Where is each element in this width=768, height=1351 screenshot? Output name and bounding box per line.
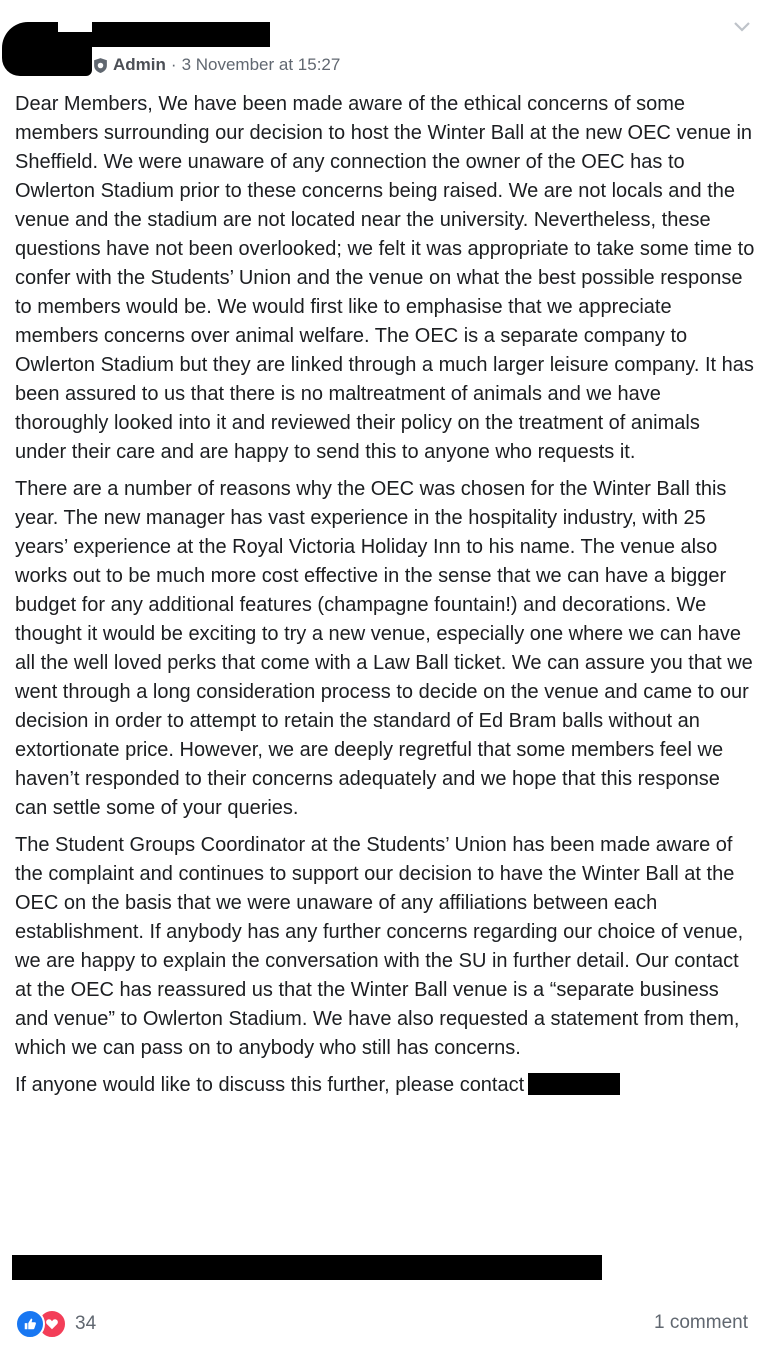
post-meta [92, 53, 340, 77]
post-timestamp[interactable]: 3 November at 15:27 [181, 55, 341, 74]
contact-sentence: If anyone would like to discuss this further, please contact [15, 1074, 525, 1096]
like-icon [15, 1309, 45, 1339]
reactions-summary[interactable] [15, 1309, 96, 1339]
post-paragraph-3: The Student Groups Coordinator at the Students’ Union has been made aware of the complaint and continues to support our decision to have the Winter Ball at the OEC on the basis that we were unaware of any affiliations between each establishment. If anybody has any further concerns regarding our choice of venue, we are happy to explain the conversation with the SU in further detail. Our contact at the OEC has reassured us that the Winter Ball venue is a “separate business and venue” to Owlerton Stadium. We have also requested a statement from them, which we can pass on to anybody who still has concerns. [15, 834, 744, 1059]
post-paragraph-2: There are a number of reasons why the OEC was chosen for the Winter Ball this year. The new manager has vast experience in the hospitality industry, with 25 years’ experience at the Royal Victoria Holiday Inn to his name. The venue also works out to be much more cost effective in the sense that we can have a bigger budget for any additional features (champagne fountain!) and decorations. We thought it would be exciting to try a new venue, especially one where we can have all the well loved perks that come with a Law Ball ticket. We can assure you that we went through a long consideration process to decide on the venue and came to our decision in order to attempt to retain the standard of Ed Bram balls without an extortionate price. However, we are deeply regretful that some members feel we haven’t responded to their concerns adequately and we hope that this response can settle some of your queries. [15, 478, 753, 819]
reaction-count: 34 [75, 1313, 97, 1334]
redacted-contact-details [12, 1255, 602, 1280]
admin-badge-label[interactable]: Admin [113, 55, 166, 74]
shield-icon [92, 57, 109, 74]
post-paragraph-4 [15, 1071, 755, 1100]
post-paragraph-1: Dear Members, We have been made aware of the ethical concerns of some members surrounding our decision to host the Winter Ball at the new OEC venue in Sheffield. We were unaware of any connection the owner of the OEC has to Owlerton Stadium prior to these concerns being raised. We are not locals and the venue and the stadium are not located near the university. Nevertheless, these questions have not been overlooked; we felt it was appropriate to take some time to confer with the Students’ Union and the venue on what the best possible response to members would be. We would first like to emphasise that we appreciate members concerns over animal welfare. The OEC is a separate company to Owlerton Stadium but they are linked through a much larger leisure company. It has been assured to us that there is no maltreatment of animals and we have thoroughly looked into it and reviewed their policy on the treatment of animals under their care and are happy to send this to anyone who requests it. [15, 93, 755, 463]
redacted-author-name [92, 22, 270, 47]
redacted-avatar [2, 22, 92, 76]
post-footer [0, 1300, 768, 1344]
comments-link[interactable]: 1 comment [654, 1312, 748, 1333]
chevron-down-icon[interactable] [732, 20, 752, 34]
meta-separator: · [170, 55, 177, 74]
redacted-contact-name [528, 1073, 620, 1095]
post-body [15, 90, 755, 1108]
